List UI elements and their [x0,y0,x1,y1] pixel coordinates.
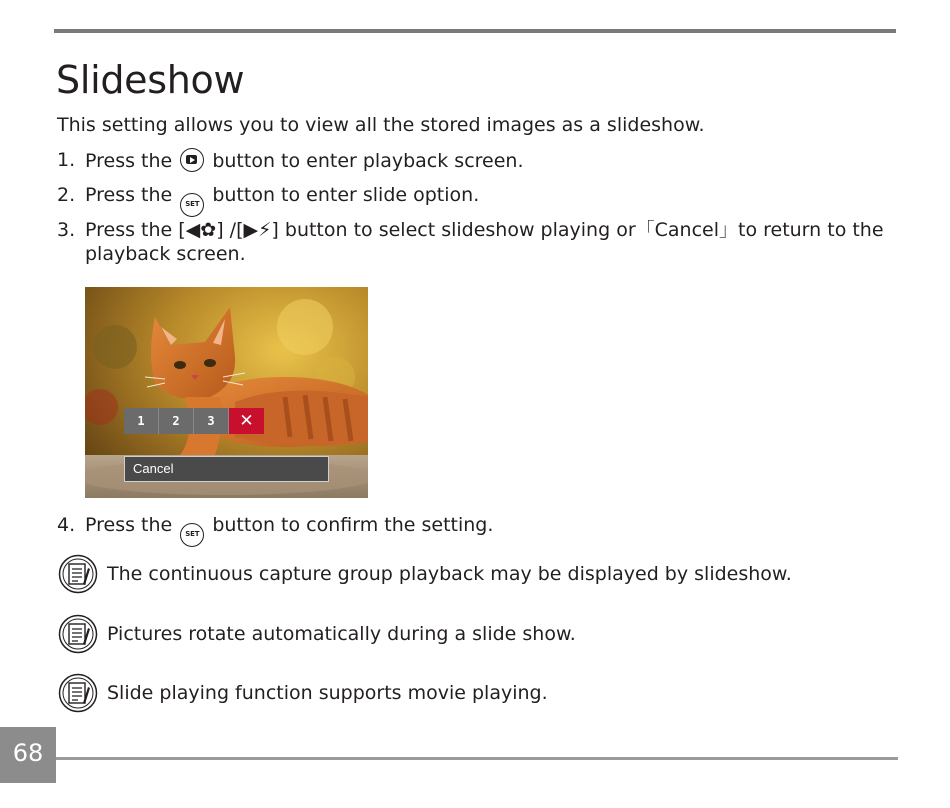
note-text: Slide playing function supports movie playing. [107,682,548,704]
slide-option-3-icon: 3 [207,414,215,428]
slide-option-3[interactable] [194,408,229,434]
step-body: Press the button to enter playback screen. [85,150,524,172]
step-number: 4. [57,514,76,536]
page-title: Slideshow [56,58,245,102]
note-icon [58,673,98,713]
step-number: 3. [57,219,76,241]
note-3 [58,673,818,713]
step-4 [57,513,857,539]
close-icon: ✕ [239,411,254,431]
step-body: Press the SET button to enter slide option. [85,183,479,217]
step-1 [57,148,857,174]
note-icon [58,554,98,594]
cancel-label-bar: Cancel [124,456,329,482]
note-icon [58,614,98,654]
slide-option-2[interactable] [159,408,194,434]
step-3 [57,218,897,268]
slide-option-1-icon: 1 [137,414,145,428]
page-number: 68 [0,727,56,783]
slide-option-1[interactable] [124,408,159,434]
note-text: The continuous capture group playback may be displayed by slideshow. [107,563,792,585]
intro-text: This setting allows you to view all the stored images as a slideshow. [57,114,705,136]
playback-button-icon [180,148,204,172]
step-2 [57,183,857,209]
step-body: Press the [◀✿] /[▶⚡] button to select slideshow playing or「Cancel」to return to the playback screen. [85,219,884,265]
step-number: 1. [57,149,76,171]
set-button-icon: SET [180,523,204,547]
note-1 [58,554,818,594]
note-text: Pictures rotate automatically during a slide show. [107,623,576,645]
cancel-close-button[interactable] [229,408,264,434]
step-number: 2. [57,184,76,206]
slide-option-2-icon: 2 [172,414,180,428]
set-button-icon: SET [180,193,204,217]
note-2 [58,614,818,654]
bottom-rule [56,757,898,760]
step-body: Press the SET button to confirm the setting. [85,513,493,547]
slideshow-option-bar [124,408,264,434]
top-rule [54,29,896,33]
